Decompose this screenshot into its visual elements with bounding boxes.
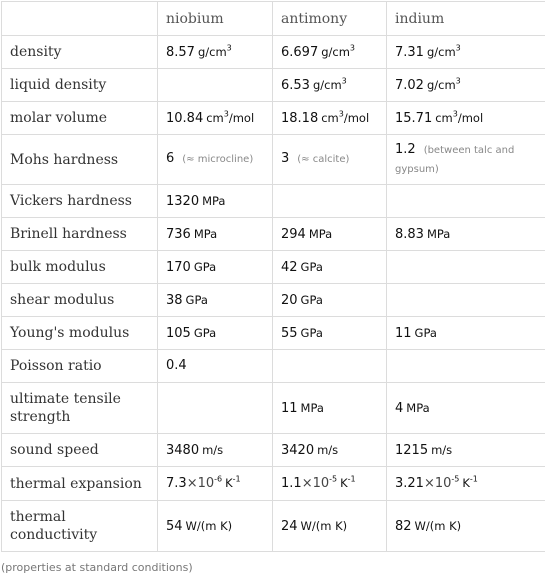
cell-indium bbox=[387, 135, 545, 185]
cell-number: 42 bbox=[281, 259, 298, 275]
cell-indium bbox=[387, 434, 545, 467]
properties-table bbox=[1, 1, 545, 552]
cell-number: 4 bbox=[395, 400, 404, 416]
table-row bbox=[2, 350, 545, 383]
table-row bbox=[2, 218, 545, 251]
cell-unit-suffix: /mol bbox=[343, 110, 370, 125]
cell-number: 6.697 bbox=[281, 44, 319, 60]
cell-number: 20 bbox=[281, 292, 298, 308]
cell-unit: K bbox=[462, 476, 470, 490]
cell-indium bbox=[387, 383, 545, 434]
cell-number: 24 bbox=[281, 518, 298, 534]
cell-niobium bbox=[158, 36, 273, 69]
unit-exponent: 3 bbox=[455, 76, 461, 86]
cell-niobium bbox=[158, 501, 273, 552]
column-header-niobium: niobium bbox=[158, 2, 273, 36]
cell-unit: g/cm bbox=[426, 44, 456, 59]
unit-exponent: 3 bbox=[226, 43, 232, 53]
cell-niobium bbox=[158, 185, 273, 218]
cell-unit: m/s bbox=[202, 442, 224, 457]
cell-unit: cm bbox=[435, 110, 453, 125]
cell-unit: MPa bbox=[406, 400, 430, 415]
cell-unit: GPa bbox=[300, 325, 323, 340]
unit-exponent: 3 bbox=[223, 109, 229, 119]
column-header-indium: indium bbox=[387, 2, 545, 36]
row-label: density bbox=[2, 36, 158, 69]
times-ten: ×10 bbox=[423, 476, 452, 491]
cell-antimony bbox=[273, 284, 387, 317]
cell-number: 294 bbox=[281, 226, 306, 242]
cell-unit: W/(m K) bbox=[414, 518, 462, 533]
unit-exponent: 3 bbox=[349, 43, 356, 53]
cell-niobium bbox=[158, 284, 273, 317]
cell-indium bbox=[387, 467, 545, 501]
cell-number: 7.02 bbox=[395, 77, 424, 93]
row-label: Brinell hardness bbox=[2, 218, 158, 251]
cell-antimony bbox=[273, 350, 387, 383]
cell-number: 55 bbox=[281, 325, 298, 341]
cell-niobium bbox=[158, 251, 273, 284]
row-label: Vickers hardness bbox=[2, 185, 158, 218]
cell-indium bbox=[387, 69, 545, 102]
cell-number: 7.3 bbox=[166, 476, 187, 491]
cell-unit: W/(m K) bbox=[300, 518, 348, 533]
cell-unit: MPa bbox=[193, 226, 218, 241]
unit-exponent: 3 bbox=[452, 109, 458, 119]
cell-unit: cm bbox=[321, 110, 339, 125]
cell-number: 38 bbox=[166, 292, 183, 308]
row-label: liquid density bbox=[2, 69, 158, 102]
header-row bbox=[2, 2, 545, 36]
cell-unit: GPa bbox=[300, 259, 323, 274]
cell-number: 1320 bbox=[166, 193, 200, 209]
cell-antimony bbox=[273, 185, 387, 218]
cell-antimony bbox=[273, 317, 387, 350]
cell-niobium bbox=[158, 467, 273, 501]
cell-indium bbox=[387, 350, 545, 383]
cell-number: 170 bbox=[166, 259, 191, 275]
cell-unit: K bbox=[225, 476, 233, 490]
row-label: molar volume bbox=[2, 102, 158, 135]
row-label: shear modulus bbox=[2, 284, 158, 317]
cell-indium bbox=[387, 185, 545, 218]
cell-number: 11 bbox=[395, 325, 412, 341]
table-row bbox=[2, 185, 545, 218]
cell-antimony bbox=[273, 102, 387, 135]
row-label: thermal expansion bbox=[2, 467, 158, 501]
unit-exponent: -1 bbox=[232, 474, 241, 484]
cell-number: 3480 bbox=[166, 442, 200, 458]
cell-indium bbox=[387, 317, 545, 350]
times-ten: ×10 bbox=[186, 476, 215, 491]
cell-unit: GPa bbox=[300, 292, 323, 307]
cell-number: 3.21 bbox=[395, 476, 424, 491]
cell-niobium bbox=[158, 350, 273, 383]
cell-unit: MPa bbox=[308, 226, 333, 241]
cell-unit: GPa bbox=[193, 259, 217, 274]
cell-number: 1215 bbox=[395, 442, 429, 458]
cell-number: 0.4 bbox=[166, 358, 187, 373]
table-row bbox=[2, 284, 545, 317]
unit-exponent: 3 bbox=[338, 109, 344, 119]
row-label: ultimate tensile strength bbox=[2, 383, 158, 434]
cell-niobium bbox=[158, 102, 273, 135]
cell-unit: g/cm bbox=[197, 44, 227, 59]
unit-exponent: 3 bbox=[341, 76, 347, 86]
cell-antimony bbox=[273, 69, 387, 102]
cell-niobium bbox=[158, 317, 273, 350]
cell-antimony bbox=[273, 218, 387, 251]
table-row bbox=[2, 467, 545, 501]
cell-indium bbox=[387, 284, 545, 317]
cell-niobium bbox=[158, 135, 273, 185]
cell-indium bbox=[387, 251, 545, 284]
cell-niobium bbox=[158, 69, 273, 102]
cell-number: 3 bbox=[281, 151, 290, 166]
cell-unit: m/s bbox=[317, 442, 339, 457]
row-label: Mohs hardness bbox=[2, 135, 158, 185]
cell-number: 8.57 bbox=[166, 44, 195, 60]
cell-unit: GPa bbox=[185, 292, 208, 307]
footnote: (properties at standard conditions) bbox=[1, 561, 193, 574]
cell-number: 1.2 bbox=[395, 141, 416, 157]
cell-note: (≈ microcline) bbox=[182, 154, 254, 165]
cell-number: 82 bbox=[395, 518, 412, 534]
row-label: bulk modulus bbox=[2, 251, 158, 284]
cell-number: 6 bbox=[166, 151, 175, 166]
cell-indium bbox=[387, 218, 545, 251]
row-label: sound speed bbox=[2, 434, 158, 467]
cell-number: 1.1 bbox=[281, 476, 302, 491]
cell-number: 6.53 bbox=[281, 77, 310, 93]
times-ten: ×10 bbox=[301, 476, 330, 491]
cell-number: 54 bbox=[166, 518, 183, 534]
cell-note: (≈ calcite) bbox=[297, 154, 350, 165]
row-label: Poisson ratio bbox=[2, 350, 158, 383]
cell-unit: GPa bbox=[193, 325, 217, 340]
cell-indium bbox=[387, 102, 545, 135]
cell-unit: MPa bbox=[426, 226, 451, 241]
cell-antimony bbox=[273, 36, 387, 69]
cell-number: 15.71 bbox=[395, 110, 433, 126]
cell-niobium bbox=[158, 218, 273, 251]
cell-note: (between talc and gypsum) bbox=[395, 144, 515, 175]
cell-unit: g/cm bbox=[426, 77, 456, 92]
cell-niobium bbox=[158, 434, 273, 467]
cell-unit: MPa bbox=[300, 400, 324, 415]
cell-unit: m/s bbox=[431, 442, 453, 457]
table-row bbox=[2, 102, 545, 135]
cell-unit: cm bbox=[206, 110, 224, 125]
cell-unit-suffix: /mol bbox=[457, 110, 484, 125]
cell-number: 8.83 bbox=[395, 226, 424, 242]
corner-cell bbox=[2, 2, 158, 36]
table-row bbox=[2, 135, 545, 185]
unit-exponent: -1 bbox=[469, 474, 478, 484]
cell-unit: K bbox=[340, 476, 348, 490]
cell-niobium bbox=[158, 383, 273, 434]
cell-unit: g/cm bbox=[321, 44, 350, 59]
column-header-antimony: antimony bbox=[273, 2, 387, 36]
row-label: thermal conductivity bbox=[2, 501, 158, 552]
table-row bbox=[2, 36, 545, 69]
table-body bbox=[2, 36, 545, 552]
cell-unit: W/(m K) bbox=[185, 518, 233, 533]
cell-number: 3420 bbox=[281, 442, 315, 458]
row-label: Young's modulus bbox=[2, 317, 158, 350]
table-row bbox=[2, 317, 545, 350]
cell-unit: MPa bbox=[202, 193, 226, 208]
unit-exponent: -1 bbox=[347, 474, 356, 484]
table-row bbox=[2, 501, 545, 552]
cell-antimony bbox=[273, 467, 387, 501]
cell-unit: g/cm bbox=[312, 77, 342, 92]
cell-unit-suffix: /mol bbox=[228, 110, 255, 125]
exponent: -6 bbox=[214, 474, 223, 484]
cell-number: 18.18 bbox=[281, 110, 319, 126]
cell-number: 736 bbox=[166, 226, 191, 242]
cell-number: 11 bbox=[281, 400, 298, 416]
cell-indium bbox=[387, 36, 545, 69]
cell-number: 105 bbox=[166, 325, 191, 341]
unit-exponent: 3 bbox=[455, 43, 461, 53]
cell-antimony bbox=[273, 501, 387, 552]
table-row bbox=[2, 251, 545, 284]
exponent: -5 bbox=[329, 474, 338, 484]
table-row bbox=[2, 69, 545, 102]
cell-antimony bbox=[273, 251, 387, 284]
exponent: -5 bbox=[451, 474, 460, 484]
table-row bbox=[2, 383, 545, 434]
cell-antimony bbox=[273, 434, 387, 467]
cell-number: 7.31 bbox=[395, 44, 424, 60]
cell-antimony bbox=[273, 135, 387, 185]
table-row bbox=[2, 434, 545, 467]
cell-indium bbox=[387, 501, 545, 552]
cell-antimony bbox=[273, 383, 387, 434]
cell-unit: GPa bbox=[414, 325, 437, 340]
cell-number: 10.84 bbox=[166, 110, 204, 126]
